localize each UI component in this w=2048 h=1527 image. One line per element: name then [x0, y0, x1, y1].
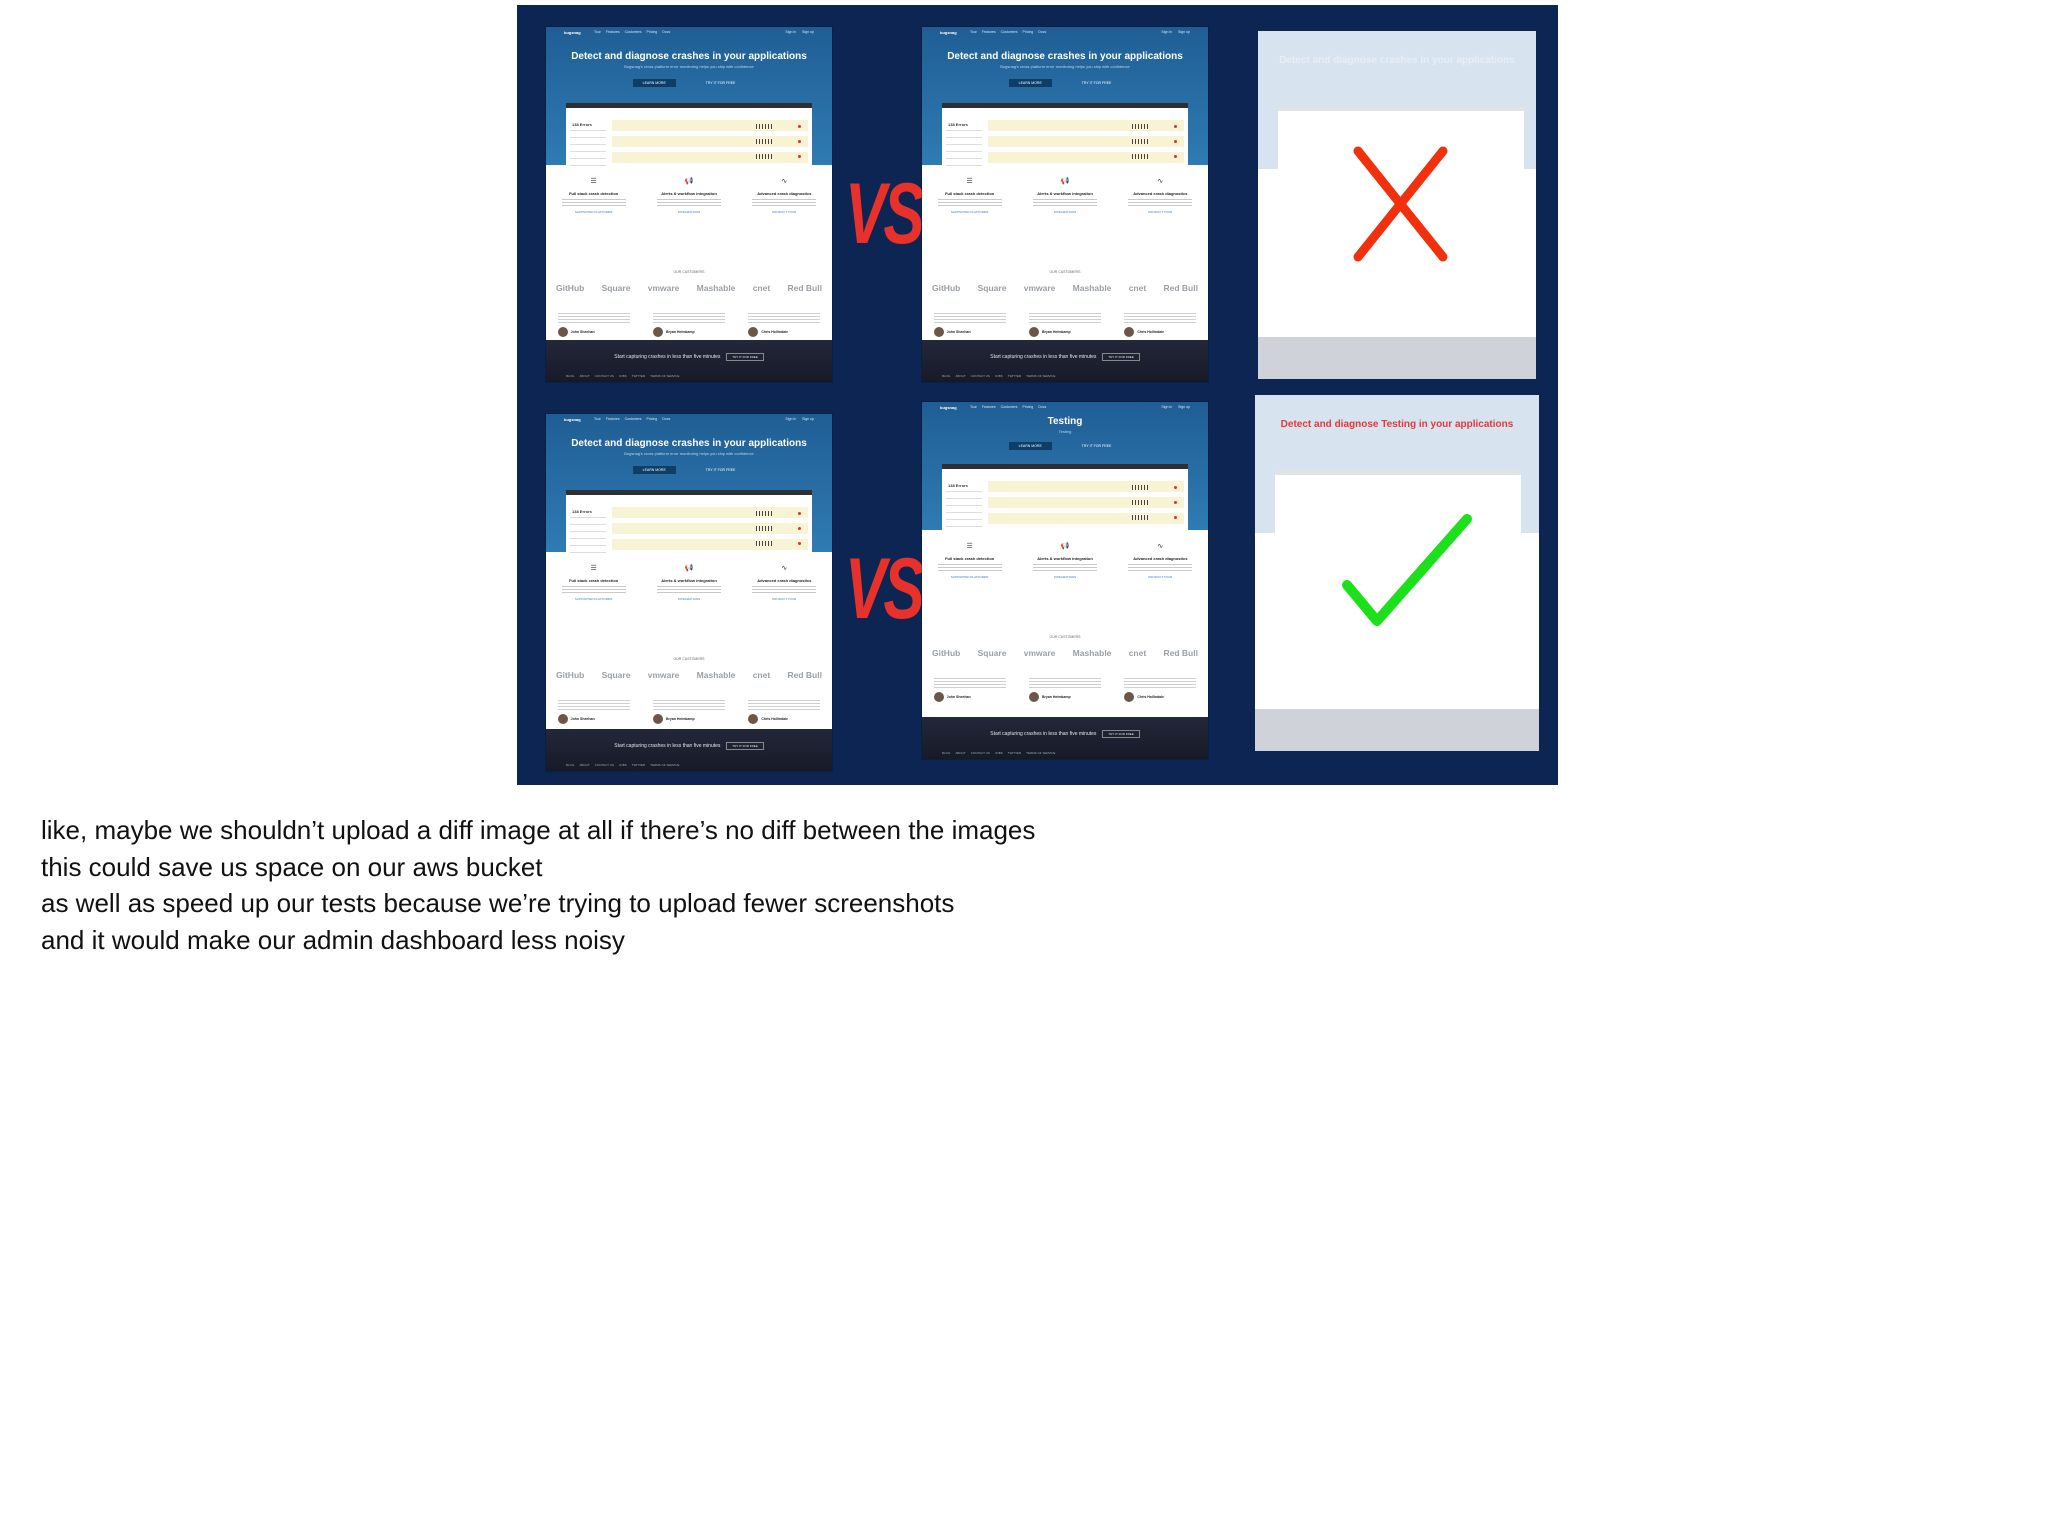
feature-link[interactable]: INTEGRATIONS — [1053, 575, 1077, 579]
nav-auth-link[interactable]: Sign up — [1178, 405, 1190, 409]
hero-headline: Detect and diagnose crashes in your applications — [947, 51, 1183, 62]
testimonial — [653, 313, 725, 337]
diff-image-row1 — [1258, 31, 1536, 379]
testimonial — [1124, 678, 1196, 702]
nav-auth-link[interactable]: Sign up — [802, 30, 814, 34]
footer-link[interactable]: BLOG — [566, 763, 575, 767]
screenshot-baseline-row2 — [546, 414, 832, 771]
feature-link[interactable]: INTEGRATIONS — [677, 597, 701, 601]
avatar — [558, 714, 568, 724]
dashboard-preview — [566, 490, 812, 557]
customers-label: OUR CUSTOMERS — [1049, 270, 1081, 274]
footer-try-button[interactable]: TRY IT FOR FREE — [1102, 353, 1139, 361]
footer-try-button[interactable]: TRY IT FOR FREE — [726, 353, 763, 361]
dashboard-preview — [942, 103, 1188, 170]
testimonial-name: John Sheehan — [946, 330, 971, 334]
testimonial-name: John Sheehan — [946, 695, 971, 699]
footer-link[interactable]: ABOUT — [955, 751, 966, 755]
hero-subline: Bugsnag's cross platform error monitoring helps you ship with confidence — [624, 451, 754, 456]
customers-label: OUR CUSTOMERS — [673, 270, 705, 274]
hero-headline: Testing — [1047, 416, 1083, 427]
footer-link[interactable]: BLOG — [942, 751, 951, 755]
customer-logo: Square — [601, 670, 631, 680]
avatar — [653, 327, 663, 337]
try-free-button[interactable]: TRY IT FOR FREE — [1081, 444, 1112, 448]
nav-link[interactable]: Docs — [662, 417, 671, 421]
feature-column — [744, 177, 824, 214]
avatar — [558, 327, 568, 337]
footer-cta — [922, 717, 1208, 759]
feature-link[interactable]: SUPPORTED PLATFORMS — [950, 210, 989, 214]
testimonial-name: Chris Hollindale — [1137, 330, 1164, 334]
pulse-icon: ∿ — [781, 178, 788, 185]
feature-column — [649, 177, 729, 214]
customer-logo: GitHub — [556, 670, 585, 680]
dashboard-title: 138 Errors — [572, 509, 592, 514]
nav-auth-link[interactable]: Sign up — [1178, 30, 1190, 34]
footer-link[interactable]: JOBS — [618, 763, 627, 767]
testimonial — [748, 700, 820, 724]
hero-subline: Bugsnag's cross platform error monitoring helps you ship with confidence — [624, 64, 754, 69]
customer-logo: Red Bull — [787, 670, 822, 680]
dashboard-preview — [942, 464, 1188, 531]
pulse-icon: ∿ — [1157, 543, 1164, 550]
hero-headline: Detect and diagnose crashes in your applications — [571, 51, 807, 62]
nav-link[interactable]: Tour — [594, 417, 601, 421]
footer-link[interactable]: BLOG — [942, 374, 951, 378]
footer-link[interactable]: ABOUT — [579, 374, 590, 378]
testimonial-name: Chris Hollindale — [1137, 695, 1164, 699]
footer-link[interactable]: TERMS OF SERVICE — [1026, 751, 1056, 755]
customer-logo: vmware — [1023, 283, 1056, 293]
dashboard-title: 138 Errors — [948, 483, 968, 488]
nav-link[interactable]: Tour — [970, 405, 977, 409]
footer-link[interactable]: TERMS OF SERVICE — [650, 763, 680, 767]
nav-auth-link[interactable]: Sign in — [785, 30, 797, 34]
nav-link[interactable]: Customers — [624, 417, 642, 421]
stack-icon: ☰ — [966, 543, 973, 550]
nav-link[interactable]: Features — [981, 30, 996, 34]
footer-link[interactable]: TWITTER — [1007, 374, 1022, 378]
customer-logo: cnet — [752, 283, 771, 293]
customer-logo: cnet — [752, 670, 771, 680]
learn-more-button[interactable]: LEARN MORE — [1009, 79, 1052, 87]
customer-logo: vmware — [1023, 648, 1056, 658]
stack-icon: ☰ — [590, 178, 597, 185]
feature-link[interactable]: PRODUCT TOUR — [772, 597, 797, 601]
brand-logo: bugsnag — [940, 405, 957, 410]
avatar — [748, 327, 758, 337]
nav-auth-link[interactable]: Sign in — [1161, 30, 1173, 34]
footer-link[interactable]: JOBS — [618, 374, 627, 378]
top-nav — [922, 27, 1208, 37]
footer-link[interactable]: TERMS OF SERVICE — [650, 374, 680, 378]
nav-auth-link[interactable]: Sign in — [785, 417, 797, 421]
hero-headline: Detect and diagnose crashes in your applications — [571, 438, 807, 449]
testimonial — [653, 700, 725, 724]
footer-text: Start capturing crashes in less than five minutes — [990, 354, 1097, 360]
nav-link[interactable]: Docs — [1038, 30, 1047, 34]
hero-subline: Bugsnag's cross platform error monitoring helps you ship with confidence — [1000, 64, 1130, 69]
nav-link[interactable]: Tour — [970, 30, 977, 34]
testimonial-name: Chris Hollindale — [761, 330, 788, 334]
testimonial — [748, 313, 820, 337]
stack-icon: ☰ — [966, 178, 973, 185]
feature-title: Alerts & workflow integration — [661, 191, 717, 196]
nav-link[interactable]: Features — [605, 30, 620, 34]
customer-logo: vmware — [647, 670, 680, 680]
nav-link[interactable]: Customers — [624, 30, 642, 34]
slide-panel — [517, 5, 1558, 785]
nav-link[interactable]: Docs — [662, 30, 671, 34]
feature-title: Full stack crash detection — [945, 556, 995, 561]
footer-link[interactable]: CONTACT US — [970, 751, 990, 755]
customer-logo: Square — [977, 283, 1007, 293]
nav-link[interactable]: Docs — [1038, 405, 1047, 409]
nav-auth-link[interactable]: Sign in — [1161, 405, 1173, 409]
nav-link[interactable]: Customers — [1000, 30, 1018, 34]
customer-logo: Red Bull — [787, 283, 822, 293]
avatar — [1124, 327, 1134, 337]
customer-logo: GitHub — [556, 283, 585, 293]
avatar — [748, 714, 758, 724]
caption-line-4: and it would make our admin dashboard less noisy — [41, 924, 625, 955]
feature-column — [554, 564, 634, 601]
caption — [41, 812, 1035, 958]
megaphone-icon: 📢 — [684, 178, 694, 185]
customer-logo: GitHub — [932, 283, 961, 293]
feature-column — [554, 177, 634, 214]
avatar — [1029, 692, 1039, 702]
testimonial-name: Bryan Helmkamp — [1041, 695, 1071, 699]
footer-link[interactable]: CONTACT US — [970, 374, 990, 378]
megaphone-icon: 📢 — [1060, 543, 1070, 550]
footer-link[interactable]: BLOG — [566, 374, 575, 378]
nav-link[interactable]: Features — [605, 417, 620, 421]
testimonial-name: John Sheehan — [570, 330, 595, 334]
footer-cta — [922, 340, 1208, 382]
feature-link[interactable]: PRODUCT TOUR — [1148, 210, 1173, 214]
nav-link[interactable]: Pricing — [1022, 405, 1034, 409]
diff-image-row2 — [1255, 395, 1539, 751]
testimonial-name: Bryan Helmkamp — [1041, 330, 1071, 334]
brand-logo: bugsnag — [940, 30, 957, 35]
footer-link[interactable]: JOBS — [994, 751, 1003, 755]
nav-link[interactable]: Features — [981, 405, 996, 409]
screenshot-baseline-row1 — [546, 27, 832, 382]
feature-title: Alerts & workflow integration — [661, 578, 717, 583]
footer-link[interactable]: CONTACT US — [594, 763, 614, 767]
try-free-button[interactable]: TRY IT FOR FREE — [705, 468, 736, 472]
testimonial — [558, 313, 630, 337]
footer-try-button[interactable]: TRY IT FOR FREE — [726, 742, 763, 750]
screenshot-compare-row1 — [922, 27, 1208, 382]
feature-title: Advanced crash diagnostics — [1133, 556, 1188, 561]
customer-logo: Square — [977, 648, 1007, 658]
vs-label-row2: VS — [845, 541, 922, 637]
feature-link[interactable]: PRODUCT TOUR — [772, 210, 797, 214]
nav-link[interactable]: Pricing — [646, 30, 658, 34]
feature-column — [930, 177, 1010, 214]
customer-logo: GitHub — [932, 648, 961, 658]
top-nav — [546, 414, 832, 424]
megaphone-icon: 📢 — [1060, 178, 1070, 185]
feature-title: Advanced crash diagnostics — [1133, 191, 1188, 196]
feature-link[interactable]: INTEGRATIONS — [677, 210, 701, 214]
learn-more-button[interactable]: LEARN MORE — [633, 466, 676, 474]
footer-link[interactable]: CONTACT US — [594, 374, 614, 378]
testimonial — [1124, 313, 1196, 337]
customer-logo: vmware — [647, 283, 680, 293]
nav-link[interactable]: Customers — [1000, 405, 1018, 409]
cross-icon — [1258, 31, 1536, 379]
testimonial — [1029, 313, 1101, 337]
feature-link[interactable]: PRODUCT TOUR — [1148, 575, 1173, 579]
avatar — [653, 714, 663, 724]
footer-text: Start capturing crashes in less than five minutes — [990, 731, 1097, 737]
feature-column — [649, 564, 729, 601]
testimonial-name: Chris Hollindale — [761, 717, 788, 721]
try-free-button[interactable]: TRY IT FOR FREE — [705, 81, 736, 85]
feature-column — [930, 542, 1010, 579]
avatar — [1124, 692, 1134, 702]
avatar — [934, 692, 944, 702]
avatar — [934, 327, 944, 337]
hero-subline: Testing — [1058, 429, 1072, 434]
check-icon — [1255, 395, 1539, 751]
nav-link[interactable]: Tour — [594, 30, 601, 34]
feature-title: Alerts & workflow integration — [1037, 191, 1093, 196]
footer-link[interactable]: TWITTER — [1007, 751, 1022, 755]
feature-link[interactable]: SUPPORTED PLATFORMS — [574, 210, 613, 214]
testimonial — [934, 678, 1006, 702]
customer-logo: Mashable — [696, 670, 736, 680]
customer-logo: Mashable — [1072, 648, 1112, 658]
testimonial — [558, 700, 630, 724]
footer-link[interactable]: JOBS — [994, 374, 1003, 378]
caption-line-3: as well as speed up our tests because we’re trying to upload fewer screenshots — [41, 888, 955, 918]
customer-logo: Red Bull — [1163, 648, 1198, 658]
footer-text: Start capturing crashes in less than five minutes — [614, 743, 721, 749]
caption-line-2: this could save us space on our aws bucket — [41, 851, 543, 882]
feature-link[interactable]: SUPPORTED PLATFORMS — [950, 575, 989, 579]
diff-overlay-headline: Detect and diagnose Testing in your applications — [1280, 419, 1514, 430]
dashboard-title: 138 Errors — [572, 122, 592, 127]
feature-link[interactable]: SUPPORTED PLATFORMS — [574, 597, 613, 601]
brand-logo: bugsnag — [564, 30, 581, 35]
customer-logo: Red Bull — [1163, 283, 1198, 293]
footer-cta — [546, 729, 832, 771]
vs-label-row1: VS — [845, 166, 922, 262]
feature-title: Full stack crash detection — [569, 578, 619, 583]
footer-link[interactable]: TWITTER — [631, 374, 646, 378]
customers-label: OUR CUSTOMERS — [673, 657, 705, 661]
dashboard-preview — [566, 103, 812, 170]
customer-logo: cnet — [1128, 283, 1147, 293]
feature-title: Advanced crash diagnostics — [757, 191, 812, 196]
feature-title: Full stack crash detection — [569, 191, 619, 196]
dashboard-title: 138 Errors — [948, 122, 968, 127]
pulse-icon: ∿ — [1157, 178, 1164, 185]
testimonial — [934, 313, 1006, 337]
footer-link[interactable]: ABOUT — [579, 763, 590, 767]
testimonial-name: Bryan Helmkamp — [665, 717, 695, 721]
learn-more-button[interactable]: LEARN MORE — [633, 79, 676, 87]
customer-logo: Mashable — [1072, 283, 1112, 293]
feature-title: Advanced crash diagnostics — [757, 578, 812, 583]
feature-title: Full stack crash detection — [945, 191, 995, 196]
brand-logo: bugsnag — [564, 417, 581, 422]
customer-logo: Mashable — [696, 283, 736, 293]
caption-line-1: like, maybe we shouldn’t upload a diff image at all if there’s no diff between the images — [41, 815, 1036, 845]
footer-text: Start capturing crashes in less than five minutes — [614, 354, 721, 360]
feature-title: Alerts & workflow integration — [1037, 556, 1093, 561]
feature-column — [1120, 542, 1200, 579]
feature-column — [744, 564, 824, 601]
feature-column — [1025, 542, 1105, 579]
feature-link[interactable]: INTEGRATIONS — [1053, 210, 1077, 214]
footer-link[interactable]: TERMS OF SERVICE — [1026, 374, 1056, 378]
nav-auth-link[interactable]: Sign up — [802, 417, 814, 421]
megaphone-icon: 📢 — [684, 565, 694, 572]
footer-try-button[interactable]: TRY IT FOR FREE — [1102, 730, 1139, 738]
testimonial — [1029, 678, 1101, 702]
learn-more-button[interactable]: LEARN MORE — [1009, 442, 1052, 450]
avatar — [1029, 327, 1039, 337]
testimonial-name: John Sheehan — [570, 717, 595, 721]
customers-label: OUR CUSTOMERS — [1049, 635, 1081, 639]
top-nav — [546, 27, 832, 37]
footer-link[interactable]: ABOUT — [955, 374, 966, 378]
nav-link[interactable]: Pricing — [646, 417, 658, 421]
pulse-icon: ∿ — [781, 565, 788, 572]
footer-link[interactable]: TWITTER — [631, 763, 646, 767]
feature-column — [1025, 177, 1105, 214]
top-nav — [922, 402, 1208, 412]
testimonial-name: Bryan Helmkamp — [665, 330, 695, 334]
nav-link[interactable]: Pricing — [1022, 30, 1034, 34]
screenshot-compare-row2 — [922, 402, 1208, 759]
try-free-button[interactable]: TRY IT FOR FREE — [1081, 81, 1112, 85]
feature-column — [1120, 177, 1200, 214]
customer-logo: Square — [601, 283, 631, 293]
customer-logo: cnet — [1128, 648, 1147, 658]
diff-ghost-headline: Detect and diagnose crashes in your applications — [1279, 55, 1515, 66]
stack-icon: ☰ — [590, 565, 597, 572]
footer-cta — [546, 340, 832, 382]
